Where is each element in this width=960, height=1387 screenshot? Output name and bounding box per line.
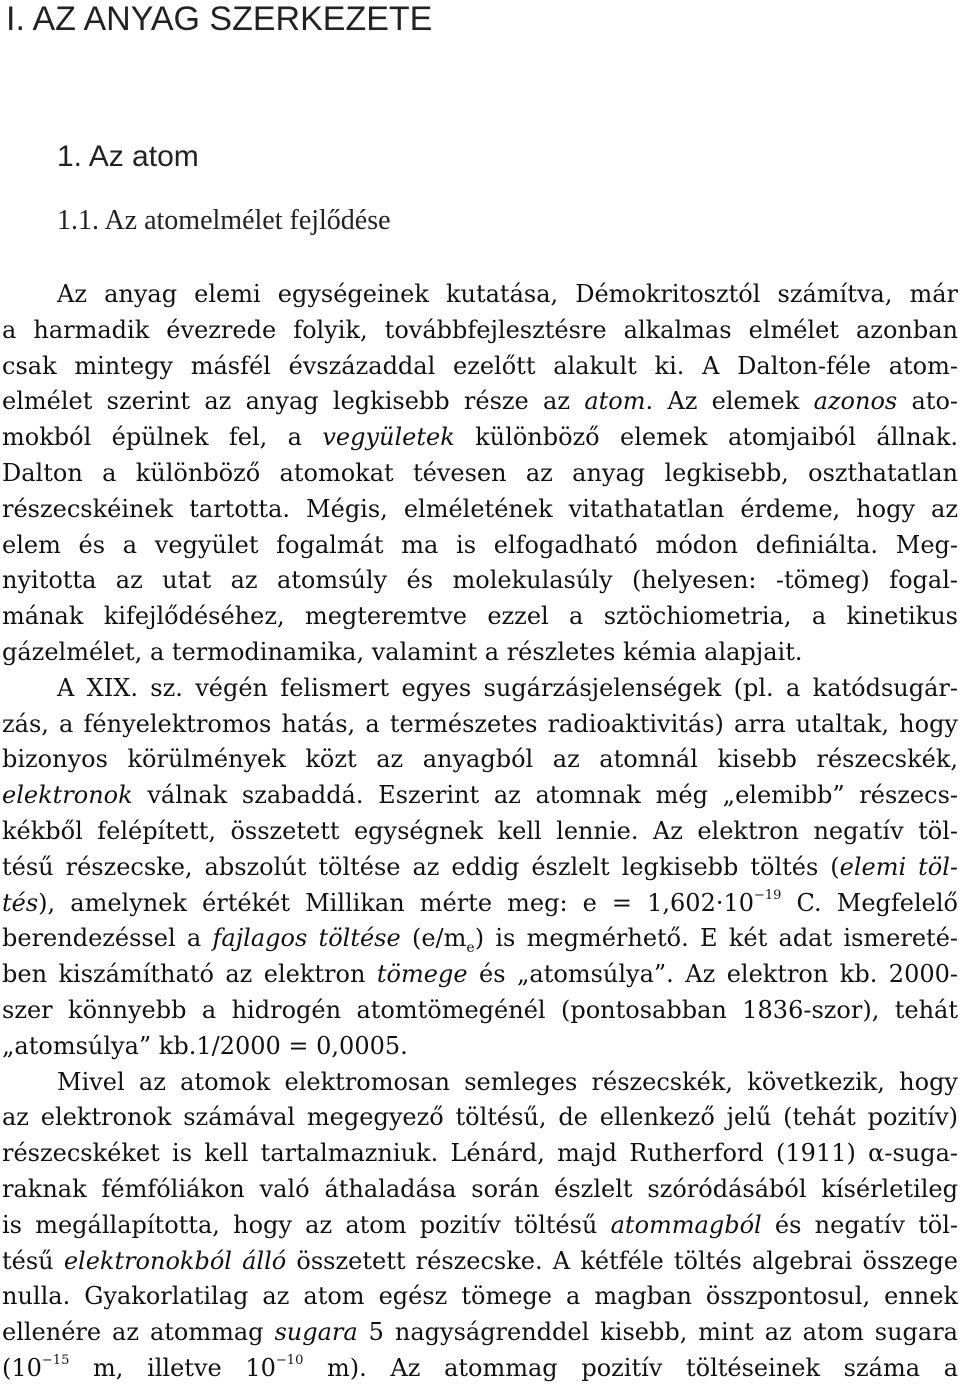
text-run: m). Az atommag pozitív töltéseinek száma a [303,1353,958,1382]
text-line [0,277,960,313]
text-line [0,850,960,886]
text-run: szer könnyebb a hidrogén atomtömegénél (pontosabban 1836-szor), tehát [2,995,958,1024]
text-run: Dalton a különböző atomokat tévesen az anyag legkisebb, oszthatatlan [2,458,958,487]
text-line [0,313,960,349]
text-run: . Az elemek [645,387,814,416]
text-run: m, illetve 10 [69,1353,276,1382]
text-run: ellenére az atommag [2,1318,275,1347]
text-run: elem és a vegyület fogalmát ma is elfogadható módon definiálta. Meg- [2,530,958,559]
section-heading: 1. Az atom [57,140,199,173]
text-line [0,1315,960,1351]
text-run: Az anyag elemi egységeinek kutatása, Démokritosztól számítva, már [57,280,958,308]
italic-term: atommagból [610,1210,762,1239]
italic-term: elektronok [2,781,133,810]
text-run: elmélet szerint az anyag legkisebb része az [2,387,585,416]
exponent: −19 [754,887,782,903]
text-line [0,778,960,814]
text-run: ), amelynek értékét Millikan mérte meg: e = 1,602·10 [38,888,755,917]
exponent: −10 [275,1352,304,1368]
text-run: tésű [2,1246,64,1275]
text-line [0,528,960,564]
text-run: is megállapította, hogy az atom pozitív töltésű [2,1210,611,1239]
text-line [0,635,960,671]
text-run: berendezéssel a [2,924,213,953]
text-run: „atomsúlya” kb.1/2000 = 0,0005. [2,1031,408,1060]
text-run: nulla. Gyakorlatilag az atom egész tömege a magban összpontosul, ennek [2,1282,958,1311]
exponent: −15 [41,1352,70,1368]
text-run: (10 [2,1353,42,1382]
text-line [0,1065,960,1101]
body-text [0,277,960,1387]
text-line [0,1279,960,1315]
text-run: részecskéinek tartotta. Mégis, elméletének vitathatatlan érdeme, hogy az [2,494,958,523]
italic-term: atom [584,387,646,416]
italic-term: fajlagos töltése [212,924,401,953]
text-run: mokból épülnek fel, a [2,423,323,452]
text-run: a harmadik évezrede folyik, továbbfejlesztésre alkalmas elmélet azonban [2,315,958,344]
text-run: válnak szabaddá. Eszerint az atomnak még „elemibb” részecs- [132,781,958,810]
text-line [0,492,960,528]
italic-term: sugara [274,1318,358,1347]
text-line [0,1351,960,1387]
text-run: tésű részecske, abszolút töltése az eddig észlelt legkisebb töltés ( [2,852,840,881]
italic-term: elemi töl- [839,852,958,881]
text-run: nyitotta az utat az atomsúly és molekulasúly (helyesen: -tömeg) fogal- [2,566,958,595]
text-run: ) is megmérhető. E két adat ismereté- [474,924,959,953]
text-run: raknak fémfóliákon való áthaladása során észlelt szóródásából kísérletileg [2,1174,958,1203]
text-line [0,707,960,743]
text-line [0,957,960,993]
subscript: e [466,940,475,957]
text-line [0,1244,960,1280]
text-line [0,1100,960,1136]
text-line [0,921,960,957]
text-line [0,886,960,922]
text-line [0,742,960,778]
italic-term: tömege [376,960,468,989]
text-run: kékből felépített, összetett egységnek kell lennie. Az elektron negatív töl- [2,816,958,845]
text-run: az elektronok számával megegyező töltésű, de ellenkező jelű (tehát pozitív) [2,1103,958,1132]
italic-term: elektronokból álló [63,1246,287,1275]
text-run: csak mintegy másfél évszázaddal ezelőtt alakult ki. A Dalton-féle atom- [2,351,958,380]
text-run: és negatív töl- [761,1210,959,1239]
italic-term: vegyületek [322,423,455,452]
text-run: Mivel az atomok elektromosan semleges részecskék, következik, hogy [57,1067,958,1096]
text-run: ato- [897,387,959,416]
text-run: összetett részecske. A kétféle töltés algebrai összege [286,1246,959,1275]
text-line [0,456,960,492]
text-run: gázelmélet, a termodinamika, valamint a részletes kémia alapjait. [2,637,803,666]
text-line [0,993,960,1029]
text-run: 5 nagyságrenddel kisebb, mint az atom sugara [357,1318,958,1347]
text-run: és „atomsúlya”. Az elektron kb. 2000- [467,960,958,989]
chapter-heading: I. AZ ANYAG SZERKEZETE [6,0,433,38]
text-line [0,1208,960,1244]
text-run: zás, a fényelektromos hatás, a természetes radioaktivitás) arra utaltak, hogy [2,709,958,738]
text-line [0,420,960,456]
text-line [0,349,960,385]
text-run: mának kifejlődéséhez, megteremtve ezzel a sztöchiometria, a kinetikus [2,602,958,631]
subsection-heading: 1.1. Az atomelmélet fejlődése [57,205,391,236]
text-line [0,563,960,599]
text-line [0,1136,960,1172]
text-line [0,814,960,850]
text-run: részecskéket is kell tartalmazniuk. Lénárd, majd Rutherford (1911) α-suga- [2,1139,958,1168]
text-run: (e/m [400,924,467,953]
text-line [0,384,960,420]
text-run: C. Megfelelő [781,888,959,917]
italic-term: tés [2,888,39,917]
text-run: ben kiszámítható az elektron [2,960,377,989]
text-run: különböző elemek atomjaiból állnak. [454,423,959,452]
text-run: A XIX. sz. végén felismert egyes sugárzásjelenségek (pl. a katódsugár- [57,673,958,702]
text-line [0,671,960,707]
text-run: bizonyos körülmények közt az anyagból az atomnál kisebb részecskék, [2,745,958,774]
text-line [0,599,960,635]
text-line [0,1029,960,1065]
text-line [0,1172,960,1208]
italic-term: azonos [813,387,898,416]
